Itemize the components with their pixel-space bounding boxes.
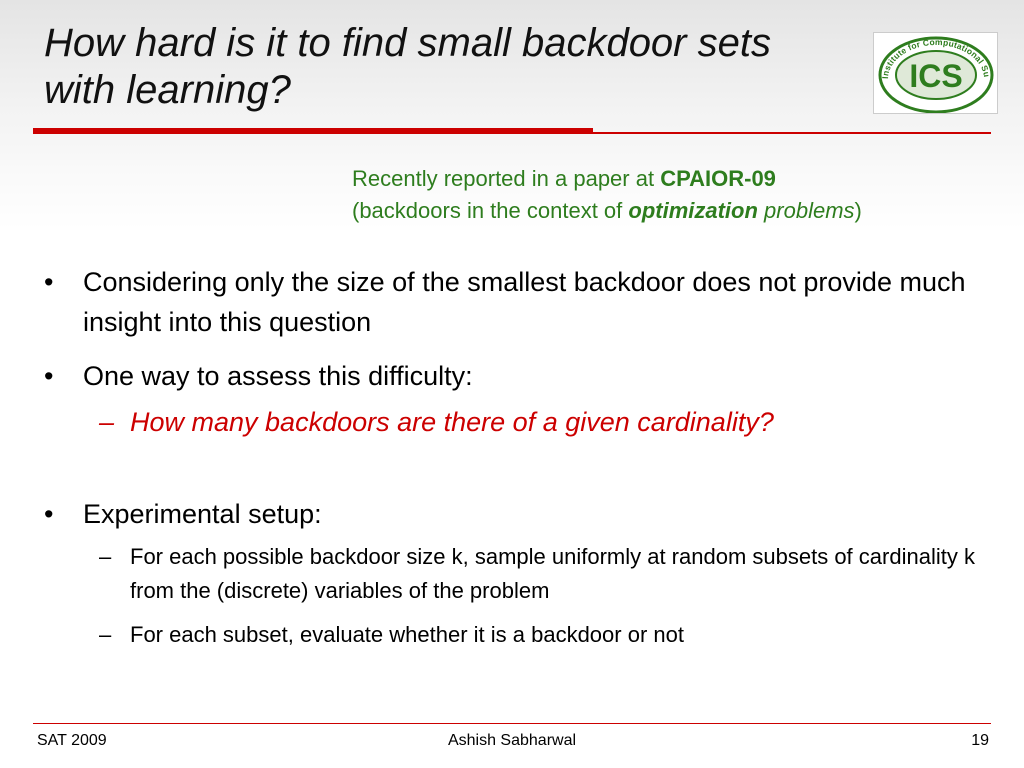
dash-mark: –	[99, 622, 112, 647]
note-line2-suffix: )	[854, 198, 862, 223]
sub-bullet-item	[99, 618, 994, 652]
bullet-mark: •	[44, 499, 54, 529]
sub-bullet-item	[99, 402, 994, 442]
bullet-text: Considering only the size of the smallest backdoor does not provide much insight into this question	[83, 267, 966, 337]
dash-mark: –	[99, 544, 112, 569]
title-underline	[33, 128, 593, 134]
logo-text: ICS	[909, 58, 963, 94]
sub-bullet-text: How many backdoors are there of a given cardinality?	[130, 407, 774, 437]
ics-logo	[873, 32, 998, 114]
bullet-item	[44, 356, 994, 396]
footer-author: Ashish Sabharwal	[447, 732, 577, 749]
bullet-list	[44, 262, 994, 662]
footer-event: SAT 2009	[37, 732, 107, 749]
bullet-mark: •	[44, 361, 54, 391]
footer-divider	[33, 723, 991, 724]
sub-bullet-item	[99, 540, 994, 608]
note-prefix: Recently reported in a paper at	[352, 166, 661, 191]
sub-bullet-text: For each possible backdoor size k, sample uniformly at random subsets of cardinality k from the (discrete) variables of the problem	[130, 544, 975, 603]
note-venue: CPAIOR-09	[660, 166, 776, 191]
note-line-1	[352, 163, 1012, 195]
note-emph-rest: problems	[757, 198, 855, 223]
bullet-item	[44, 494, 994, 534]
logo-ring-text: Institute for Computational Su	[879, 36, 992, 80]
dash-mark: –	[99, 407, 115, 437]
slide-title: How hard is it to find small backdoor sets with learning?	[44, 21, 771, 112]
note-line2-prefix: (backdoors in the context of	[352, 198, 629, 223]
bullet-mark: •	[44, 267, 54, 297]
bullet-text: One way to assess this difficulty:	[83, 361, 473, 391]
sub-bullet-text: For each subset, evaluate whether it is a backdoor or not	[130, 622, 684, 647]
note-emph-bold: optimization	[628, 198, 758, 223]
bullet-text: Experimental setup:	[83, 499, 322, 529]
bullet-item	[44, 262, 994, 342]
footer-page-number: 19	[971, 732, 989, 749]
cpaior-note	[352, 163, 1012, 227]
ics-logo-graphic	[874, 33, 997, 113]
note-line-2	[352, 195, 1012, 227]
title-underline-thin	[593, 132, 991, 134]
